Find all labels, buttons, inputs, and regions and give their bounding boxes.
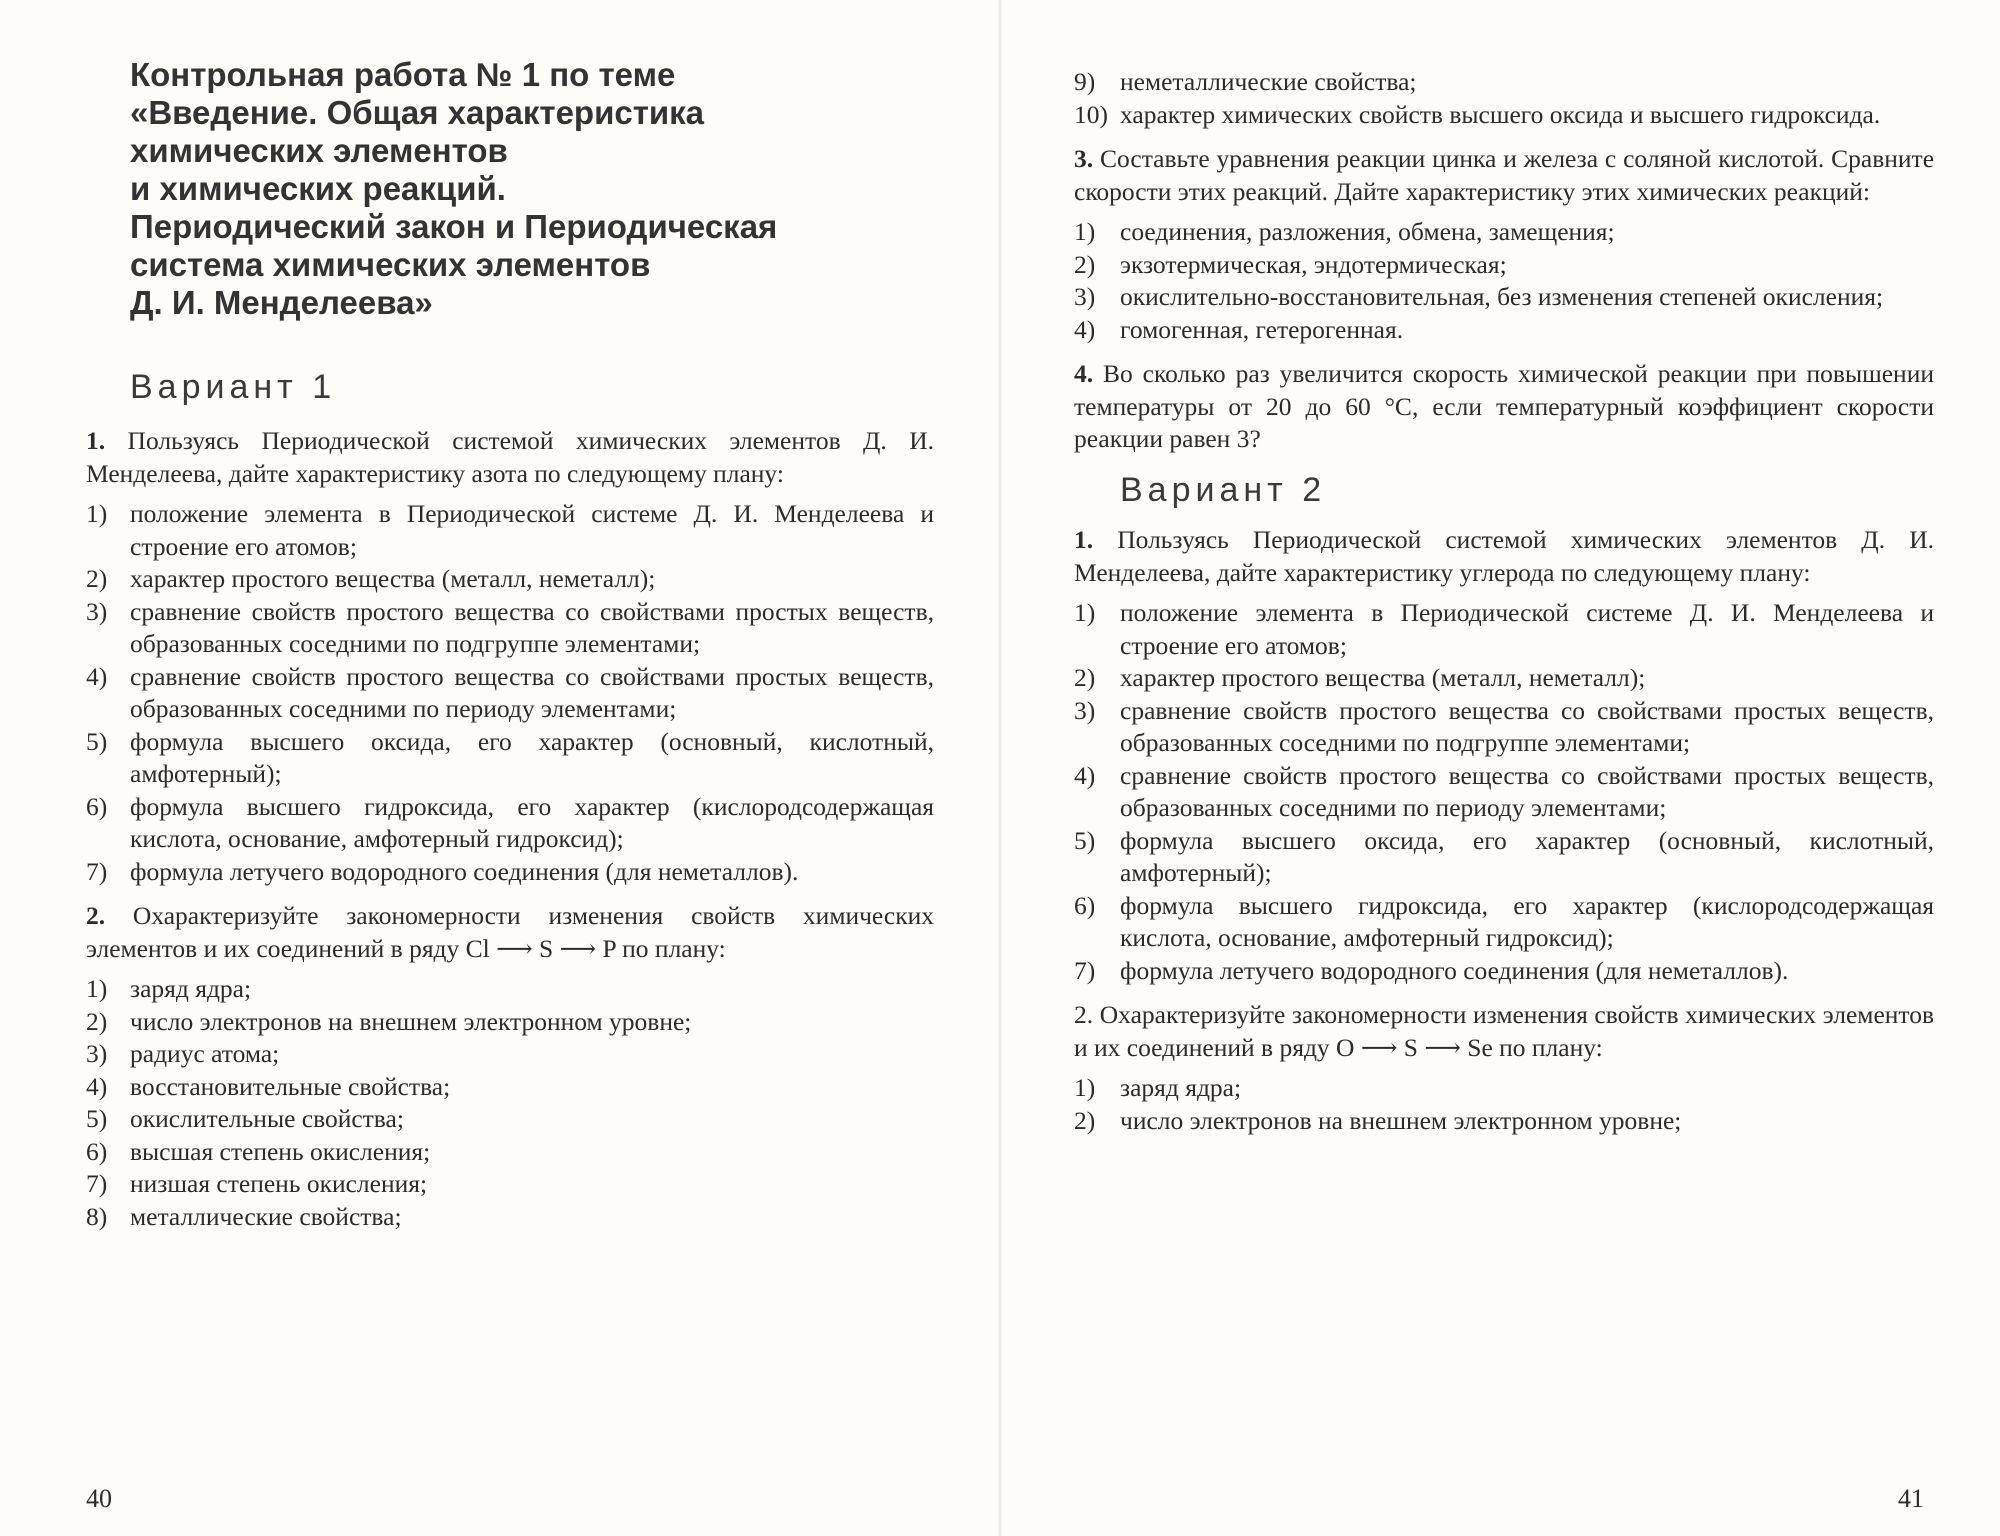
item-text: положение элемента в Периодической системе Д. И. Менделеева и строение его атомов; (1120, 598, 1934, 660)
list-item (86, 726, 934, 791)
task-text: Составьте уравнения реакции цинка и железа с соляной кислотой. Сравните скорости этих реакций. Дайте характеристику этих химических реакций: (1074, 144, 1935, 206)
task-number: 2. (1074, 1000, 1094, 1029)
task-number: 1. (86, 426, 106, 455)
title-line: «Введение. Общая характеристика (130, 94, 705, 131)
item-text: окислительно-восстановительная, без изменения степеней окисления; (1120, 282, 1884, 311)
list-item (86, 596, 934, 661)
item-text: характер простого вещества (металл, неметалл); (130, 564, 656, 593)
item-number: 6) (86, 1136, 108, 1166)
list-item (86, 1103, 934, 1136)
item-text: восстановительные свойства; (130, 1071, 451, 1101)
item-text: высшая степень окисления; (130, 1136, 431, 1166)
test-title (130, 56, 890, 322)
list-item (86, 1038, 934, 1071)
task-3-options (1074, 216, 1934, 346)
item-number: 2) (86, 1006, 108, 1036)
item-text: формула летучего водородного соединения (для неметаллов). (130, 856, 799, 886)
item-text: положение элемента в Периодической системе Д. И. Менделеева и строение его атомов; (130, 499, 934, 561)
item-number: 10) (1074, 99, 1108, 129)
item-number: 2) (1074, 663, 1096, 692)
list-item (86, 1201, 934, 1234)
task-text: Охарактеризуйте закономерности изменения свойств химических элементов и их соединений в ряду Cl ⟶ S ⟶ P по плану: (86, 901, 934, 963)
task-4 (1074, 358, 1934, 456)
item-number: 2) (86, 564, 108, 593)
list-item (1074, 281, 1934, 314)
item-number: 8) (86, 1201, 108, 1231)
item-number: 1) (1074, 1073, 1096, 1102)
item-number: 7) (86, 1169, 108, 1198)
title-line: Контрольная работа № 1 по теме (130, 56, 676, 93)
item-number: 1) (1074, 598, 1096, 627)
task-text: Пользуясь Периодической системой химических элементов Д. И. Менделеева, дайте характеристику азота по следующему плану: (86, 426, 935, 488)
list-item (1074, 66, 1934, 99)
item-text: заряд ядра; (1120, 1073, 1242, 1102)
item-text: сравнение свойств простого вещества со свойствами простых веществ, образованных соседними по подгруппе элементами; (130, 596, 934, 658)
list-item (86, 661, 934, 726)
list-item (86, 1071, 934, 1104)
v2-task-2-plan (1074, 1072, 1934, 1137)
item-text: характер химических свойств высшего оксида и высшего гидроксида. (1120, 99, 1881, 129)
title-line: и химических реакций. (130, 170, 506, 207)
list-item (86, 973, 934, 1006)
item-number: 3) (86, 1039, 108, 1068)
item-text: соединения, разложения, обмена, замещения; (1120, 217, 1615, 246)
list-item (1074, 760, 1934, 825)
task-3 (1074, 143, 1934, 208)
title-line: Д. И. Менделеева» (130, 284, 433, 321)
list-item (1074, 825, 1934, 890)
item-text: сравнение свойств простого вещества со свойствами простых веществ, образованных соседними по периоду элементами; (130, 661, 934, 723)
page-number: 41 (1898, 1484, 1924, 1513)
list-item (86, 563, 934, 596)
item-text: сравнение свойств простого вещества со свойствами простых веществ, образованных соседними по периоду элементами; (1120, 760, 1934, 822)
task-text: Во сколько раз увеличится скорость химической реакции при повышении температуры от 20 до 60 °C, если температурный коэффициент скорости реакции равен 3? (1074, 359, 1934, 453)
item-text: формула высшего оксида, его характер (основный, кислотный, амфотерный); (130, 726, 934, 788)
task-2-plan (86, 973, 934, 1233)
item-number: 6) (86, 791, 108, 821)
item-text: формула высшего гидроксида, его характер (кислородсодержащая кислота, основание, амфотерный гидроксид); (1120, 890, 1934, 952)
item-text: сравнение свойств простого вещества со свойствами простых веществ, образованных соседними по подгруппе элементами; (1120, 695, 1934, 757)
item-number: 5) (86, 1104, 108, 1133)
variant-1-heading: Вариант 1 (130, 368, 337, 406)
task-1 (86, 425, 934, 490)
list-item (1074, 1072, 1934, 1105)
item-text: формула высшего оксида, его характер (основный, кислотный, амфотерный); (1120, 825, 1934, 887)
item-number: 4) (1074, 314, 1096, 344)
list-item (1074, 955, 1934, 988)
title-line: Периодический закон и Периодическая (130, 208, 778, 245)
item-number: 7) (1074, 955, 1096, 985)
list-item (86, 498, 934, 563)
item-text: число электронов на внешнем электронном уровне; (1120, 1105, 1682, 1135)
item-number: 3) (1074, 282, 1096, 311)
page-number: 40 (86, 1484, 112, 1513)
variant-2-heading: Вариант 2 (1120, 470, 1327, 509)
list-item (86, 1006, 934, 1039)
item-number: 5) (86, 726, 108, 756)
task-2 (86, 900, 934, 965)
list-item (1074, 1105, 1934, 1138)
list-item (1074, 890, 1934, 955)
item-text: низшая степень окисления; (130, 1169, 428, 1198)
list-item (86, 1168, 934, 1201)
item-text: формула летучего водородного соединения (для неметаллов). (1120, 955, 1789, 985)
task-number: 3. (1074, 144, 1094, 173)
item-number: 7) (86, 856, 108, 886)
item-number: 1) (1074, 217, 1096, 246)
list-item (1074, 99, 1934, 132)
right-column-top (1074, 66, 1934, 1149)
item-number: 3) (1074, 695, 1096, 725)
item-number: 2) (1074, 249, 1096, 279)
list-item (1074, 597, 1934, 662)
item-number: 4) (1074, 760, 1096, 790)
item-text: формула высшего гидроксида, его характер (кислородсодержащая кислота, основание, амфотерный гидроксид); (130, 791, 934, 853)
list-item (1074, 314, 1934, 347)
list-item (86, 791, 934, 856)
item-text: окислительные свойства; (130, 1104, 404, 1133)
item-number: 4) (86, 1071, 108, 1101)
list-item (1074, 216, 1934, 249)
item-number: 9) (1074, 67, 1096, 96)
item-number: 3) (86, 596, 108, 626)
item-text: число электронов на внешнем электронном уровне; (130, 1006, 692, 1036)
item-number: 6) (1074, 890, 1096, 920)
list-item (86, 1136, 934, 1169)
task-number: 2. (86, 901, 106, 930)
item-text: неметаллические свойства; (1120, 67, 1417, 96)
title-line: химических элементов (130, 132, 508, 169)
item-text: металлические свойства; (130, 1201, 402, 1231)
v2-task-2 (1074, 999, 1934, 1064)
item-text: гомогенная, гетерогенная. (1120, 314, 1404, 344)
item-number: 5) (1074, 825, 1096, 855)
item-text: заряд ядра; (130, 974, 252, 1003)
list-item (86, 856, 934, 889)
item-text: характер простого вещества (металл, неметалл); (1120, 663, 1646, 692)
item-number: 1) (86, 974, 108, 1003)
task-2-plan-continued (1074, 66, 1934, 131)
list-item (1074, 695, 1934, 760)
list-item (1074, 249, 1934, 282)
item-text: радиус атома; (130, 1039, 280, 1068)
title-line: система химических элементов (130, 246, 651, 283)
task-number: 4. (1074, 359, 1094, 388)
item-text: экзотермическая, эндотермическая; (1120, 249, 1507, 279)
task-text: Охарактеризуйте закономерности изменения свойств химических элементов и их соединений в ряду O ⟶ S ⟶ Se по плану: (1074, 1000, 1935, 1062)
v2-task-1 (1074, 524, 1934, 589)
item-number: 4) (86, 661, 108, 691)
list-item (1074, 662, 1934, 695)
left-column (86, 425, 934, 1245)
v2-task-1-plan (1074, 597, 1934, 987)
item-number: 2) (1074, 1105, 1096, 1135)
task-1-plan (86, 498, 934, 888)
task-text: Пользуясь Периодической системой химических элементов Д. И. Менделеева, дайте характеристику углерода по следующему плану: (1074, 525, 1934, 587)
item-number: 1) (86, 499, 108, 528)
task-number: 1. (1074, 525, 1094, 554)
